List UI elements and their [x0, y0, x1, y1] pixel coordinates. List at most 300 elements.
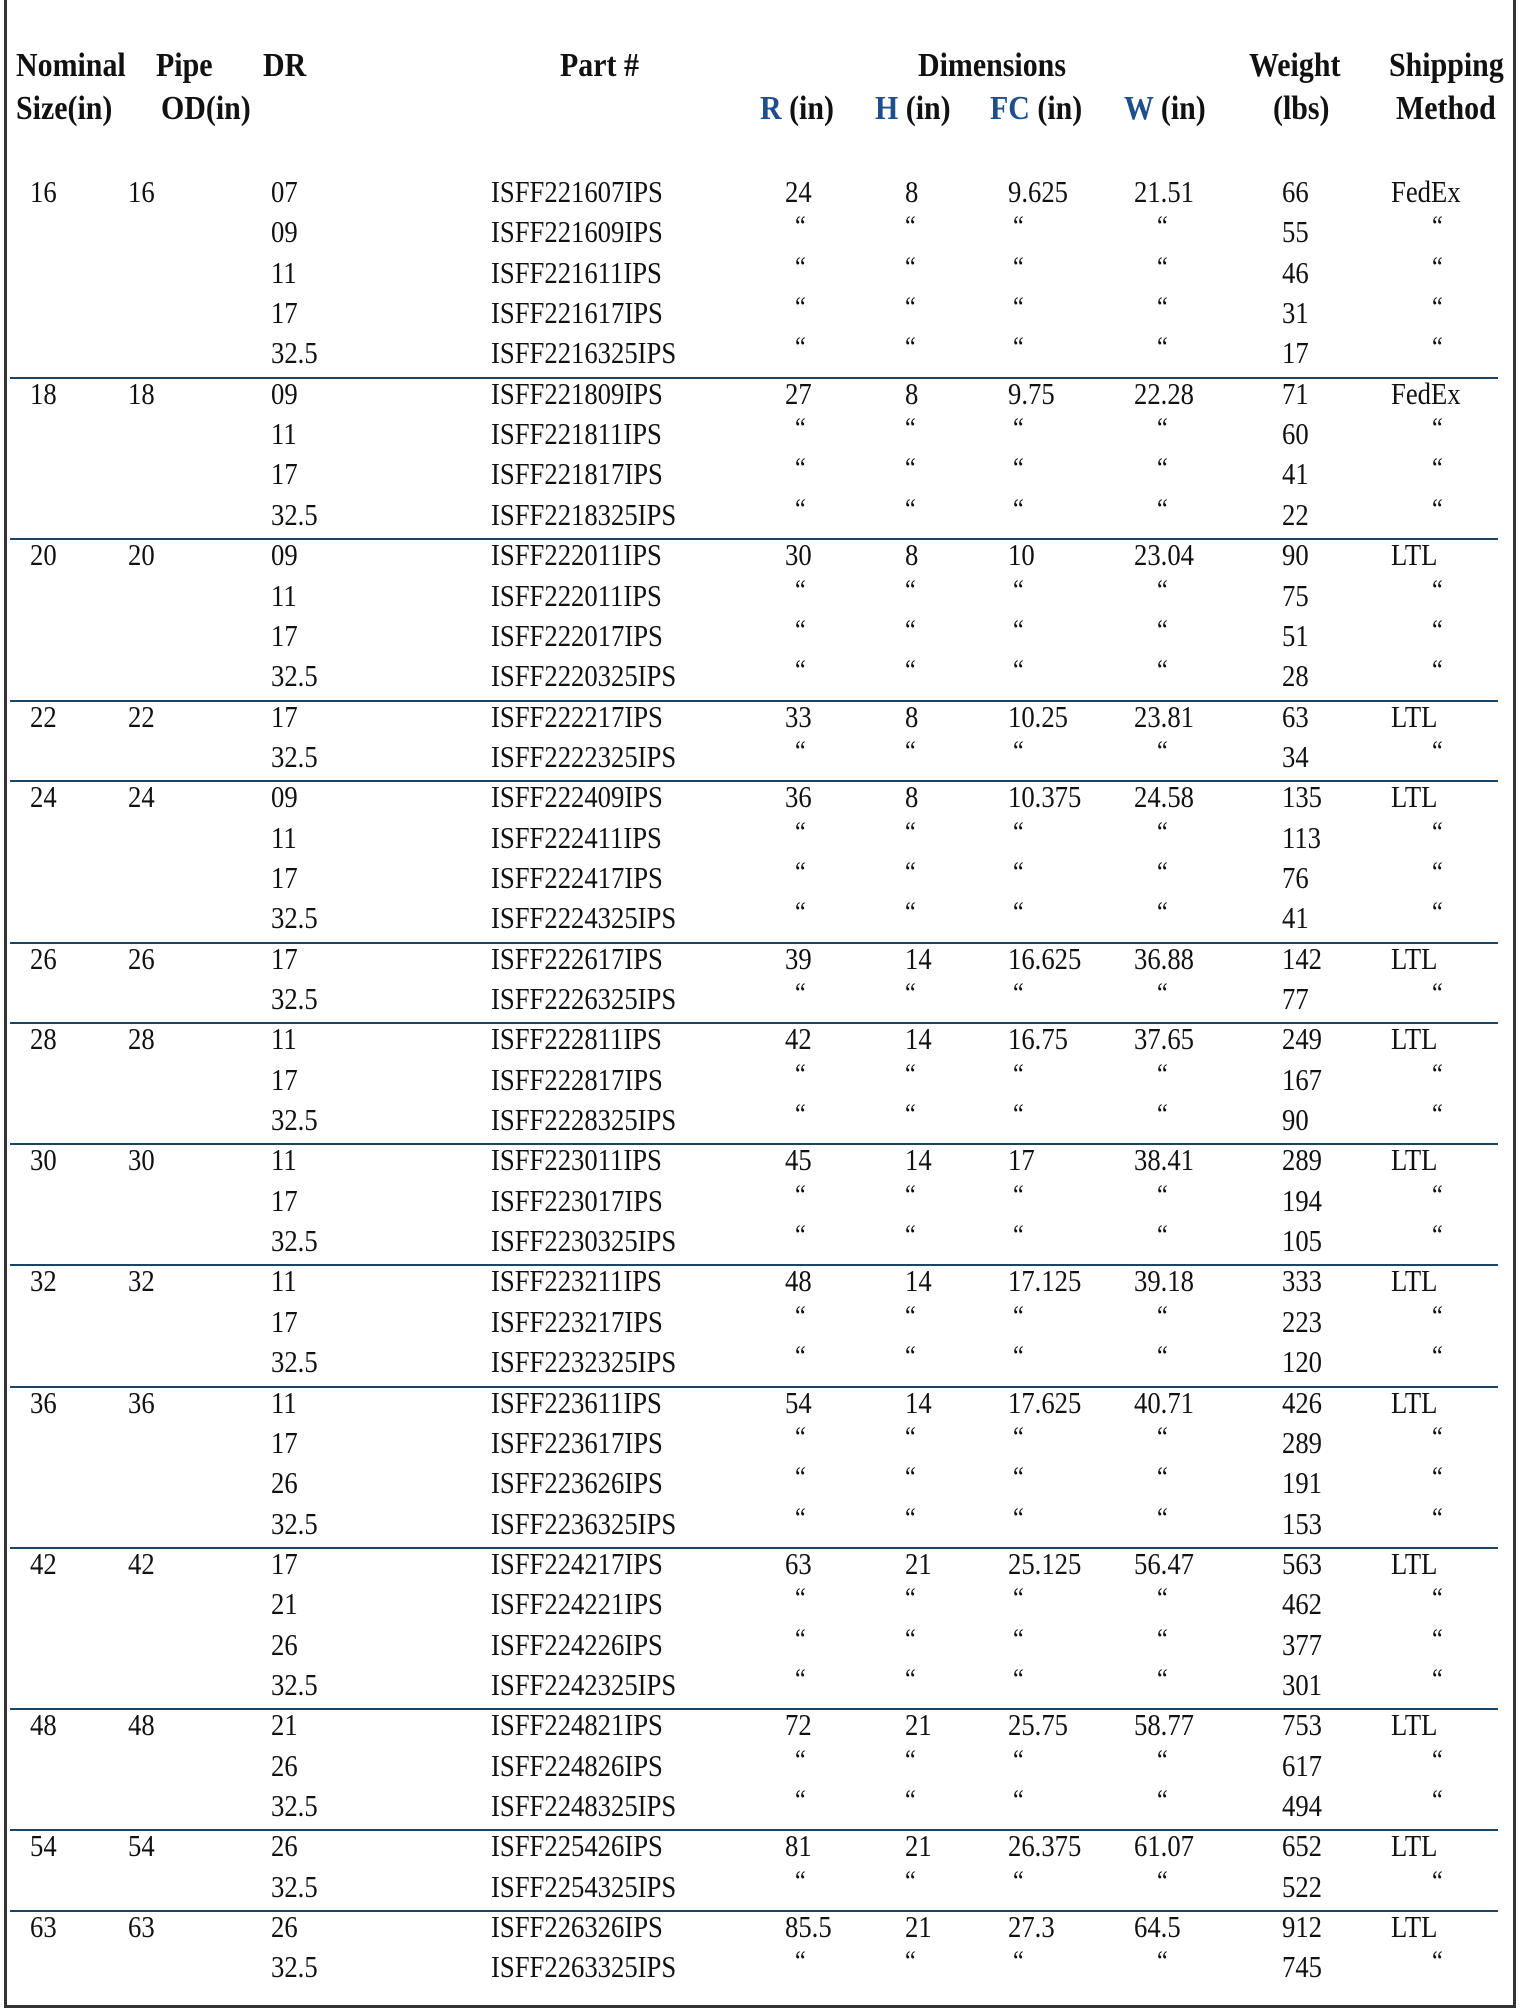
shipping-ditto: “: [1432, 1341, 1443, 1373]
table-row: [0, 1302, 1533, 1342]
fc-cell: 9.625: [1008, 174, 1068, 209]
dr-cell: 17: [271, 940, 298, 976]
r-ditto: “: [795, 1462, 806, 1494]
weight-cell: 113: [1282, 819, 1322, 855]
w-ditto: “: [1157, 1744, 1168, 1776]
h-cell: 8: [905, 779, 919, 815]
w-ditto: “: [1157, 1220, 1168, 1252]
weight-cell: 333: [1282, 1263, 1322, 1299]
dr-cell: 09: [271, 779, 298, 815]
w-cell: 37.65: [1134, 1021, 1194, 1057]
w-ditto: “: [1157, 574, 1168, 606]
weight-cell: 563: [1282, 1545, 1322, 1581]
table-row: [0, 414, 1533, 454]
table-row: [0, 1463, 1533, 1503]
part-number-cell: ISFF224821IPS: [491, 1707, 663, 1743]
r-ditto: “: [795, 1946, 806, 1978]
h-ditto: “: [905, 1583, 916, 1615]
r-ditto: “: [795, 1300, 806, 1332]
pipe-od-cell: 26: [128, 940, 155, 976]
shipping-ditto: “: [1432, 211, 1443, 243]
h-ditto: “: [905, 735, 916, 767]
fc-ditto: “: [1013, 978, 1024, 1009]
header-od: OD(in): [161, 90, 251, 127]
r-ditto: “: [795, 1583, 806, 1615]
weight-cell: 90: [1282, 537, 1309, 573]
table-row: [0, 1261, 1533, 1301]
h-ditto: “: [905, 1341, 916, 1373]
pipe-od-cell: 36: [128, 1384, 155, 1420]
r-ditto: “: [795, 574, 806, 606]
weight-cell: 753: [1282, 1707, 1322, 1743]
fc-cell: 26.375: [1008, 1828, 1082, 1864]
r-cell: 27: [785, 375, 812, 411]
table-row: [0, 939, 1533, 979]
dr-cell: 26: [271, 1626, 298, 1662]
shipping-cell: LTL: [1391, 1142, 1438, 1178]
fc-ditto: “: [1013, 856, 1024, 888]
shipping-cell: FedEx: [1391, 375, 1461, 411]
dr-cell: 26: [271, 1909, 298, 1945]
table-row: [0, 697, 1533, 737]
r-ditto: “: [795, 1663, 806, 1695]
r-cell: 48: [785, 1263, 812, 1299]
shipping-ditto: “: [1432, 1099, 1443, 1131]
dr-cell: 11: [271, 1142, 297, 1178]
r-cell: 81: [785, 1828, 812, 1864]
table-row: [0, 576, 1533, 616]
r-ditto: “: [795, 453, 806, 485]
dr-cell: 32.5: [271, 900, 318, 936]
part-number-cell: ISFF2263325IPS: [491, 1949, 677, 1985]
weight-cell: 31: [1282, 295, 1309, 331]
part-number-cell: ISFF223611IPS: [491, 1384, 662, 1420]
part-number-cell: ISFF221617IPS: [491, 295, 663, 331]
shipping-ditto: “: [1432, 1220, 1443, 1252]
dr-cell: 32.5: [271, 496, 318, 532]
part-number-cell: ISFF223217IPS: [491, 1303, 663, 1339]
fc-ditto: “: [1013, 1946, 1024, 1978]
r-ditto: “: [795, 978, 806, 1009]
table-row: [0, 818, 1533, 858]
shipping-ditto: “: [1432, 332, 1443, 364]
header-pipe: Pipe: [156, 47, 213, 84]
h-ditto: “: [905, 1623, 916, 1655]
part-number-cell: ISFF223211IPS: [491, 1263, 662, 1299]
table-row: [0, 1221, 1533, 1261]
fc-ditto: “: [1013, 1421, 1024, 1453]
shipping-cell: LTL: [1391, 1021, 1438, 1057]
part-number-cell: ISFF2228325IPS: [491, 1102, 677, 1138]
part-number-cell: ISFF221809IPS: [491, 375, 663, 411]
w-cell: 23.04: [1134, 537, 1194, 573]
header-weight: Weight: [1249, 47, 1341, 84]
weight-cell: 17: [1282, 335, 1309, 371]
table-row: [0, 1544, 1533, 1584]
table-row: [0, 1786, 1533, 1826]
part-number-cell: ISFF224221IPS: [491, 1586, 663, 1622]
w-ditto: “: [1157, 1341, 1168, 1373]
weight-cell: 223: [1282, 1303, 1322, 1339]
fc-ditto: “: [1013, 332, 1024, 364]
w-cell: 38.41: [1134, 1142, 1194, 1178]
fc-cell: 10: [1008, 537, 1035, 573]
table-row: [0, 293, 1533, 333]
table-row: [0, 253, 1533, 293]
r-ditto: “: [795, 413, 806, 445]
w-ditto: “: [1157, 1058, 1168, 1090]
r-ditto: “: [795, 292, 806, 324]
weight-cell: 55: [1282, 214, 1309, 250]
dr-cell: 17: [271, 617, 298, 653]
fc-ditto: “: [1013, 735, 1024, 767]
nominal-size-cell: 54: [30, 1828, 57, 1864]
shipping-ditto: “: [1432, 614, 1443, 646]
fc-cell: 16.75: [1008, 1021, 1068, 1057]
dr-cell: 32.5: [271, 335, 318, 371]
nominal-size-cell: 42: [30, 1545, 57, 1581]
part-number-cell: ISFF2232325IPS: [491, 1344, 677, 1380]
table-row: [0, 333, 1533, 373]
r-ditto: “: [795, 1744, 806, 1776]
fc-ditto: “: [1013, 1502, 1024, 1534]
shipping-ditto: “: [1432, 1179, 1443, 1211]
r-ditto: “: [795, 251, 806, 283]
w-cell: 24.58: [1134, 779, 1194, 815]
w-ditto: “: [1157, 493, 1168, 525]
header-dimensions: Dimensions: [918, 47, 1066, 84]
dr-cell: 17: [271, 1424, 298, 1460]
shipping-ditto: “: [1432, 413, 1443, 445]
h-ditto: “: [905, 1058, 916, 1090]
part-number-cell: ISFF222417IPS: [491, 859, 663, 895]
shipping-ditto: “: [1432, 816, 1443, 848]
dr-cell: 32.5: [271, 1788, 318, 1823]
weight-cell: 66: [1282, 174, 1309, 209]
shipping-ditto: “: [1432, 1946, 1443, 1978]
shipping-cell: LTL: [1391, 940, 1438, 976]
part-number-cell: ISFF222011IPS: [491, 577, 662, 613]
fc-cell: 17.125: [1008, 1263, 1082, 1299]
w-ditto: “: [1157, 1179, 1168, 1211]
part-number-cell: ISFF2218325IPS: [491, 496, 677, 532]
nominal-size-cell: 32: [30, 1263, 57, 1299]
dr-cell: 11: [271, 416, 297, 452]
shipping-cell: LTL: [1391, 1909, 1438, 1945]
r-ditto: “: [795, 1220, 806, 1252]
h-ditto: “: [905, 1744, 916, 1776]
w-cell: 39.18: [1134, 1263, 1194, 1299]
fc-ditto: “: [1013, 655, 1024, 687]
h-cell: 21: [905, 1545, 932, 1581]
part-number-cell: ISFF222411IPS: [491, 819, 662, 855]
table-row: [0, 616, 1533, 656]
r-ditto: “: [795, 1502, 806, 1534]
fc-cell: 9.75: [1008, 375, 1055, 411]
dr-cell: 17: [271, 1303, 298, 1339]
w-ditto: “: [1157, 1663, 1168, 1695]
weight-cell: 462: [1282, 1586, 1322, 1622]
pipe-od-cell: 28: [128, 1021, 155, 1057]
weight-cell: 34: [1282, 738, 1309, 774]
r-cell: 63: [785, 1545, 812, 1581]
h-cell: 14: [905, 1263, 932, 1299]
part-number-cell: ISFF224826IPS: [491, 1747, 663, 1783]
fc-cell: 25.125: [1008, 1545, 1082, 1581]
h-cell: 14: [905, 1142, 932, 1178]
fc-cell: 17: [1008, 1142, 1035, 1178]
fc-cell: 17.625: [1008, 1384, 1082, 1420]
pipe-od-cell: 30: [128, 1142, 155, 1178]
weight-cell: 60: [1282, 416, 1309, 452]
w-ditto: “: [1157, 897, 1168, 929]
fc-ditto: “: [1013, 1058, 1024, 1090]
part-number-cell: ISFF224217IPS: [491, 1545, 663, 1581]
weight-cell: 249: [1282, 1021, 1322, 1057]
shipping-cell: LTL: [1391, 1828, 1438, 1864]
weight-cell: 289: [1282, 1424, 1322, 1460]
dr-cell: 32.5: [271, 1344, 318, 1380]
shipping-ditto: “: [1432, 1583, 1443, 1615]
shipping-cell: LTL: [1391, 1384, 1438, 1420]
header-w: W (in): [1124, 90, 1206, 127]
w-cell: 58.77: [1134, 1707, 1194, 1743]
r-ditto: “: [795, 614, 806, 646]
table-row: [0, 1140, 1533, 1180]
fc-ditto: “: [1013, 1623, 1024, 1655]
fc-ditto: “: [1013, 292, 1024, 324]
pipe-od-cell: 42: [128, 1545, 155, 1581]
shipping-ditto: “: [1432, 1462, 1443, 1494]
part-number-cell: ISFF2222325IPS: [491, 738, 677, 774]
fc-ditto: “: [1013, 1663, 1024, 1695]
weight-cell: 63: [1282, 698, 1309, 734]
shipping-cell: FedEx: [1391, 174, 1461, 209]
part-number-cell: ISFF221811IPS: [491, 416, 662, 452]
dr-cell: 32.5: [271, 738, 318, 774]
weight-cell: 194: [1282, 1182, 1322, 1218]
dr-cell: 11: [271, 1384, 297, 1420]
fc-cell: 10.375: [1008, 779, 1082, 815]
h-ditto: “: [905, 1785, 916, 1816]
table-row: [0, 374, 1533, 414]
r-cell: 33: [785, 698, 812, 734]
r-cell: 54: [785, 1384, 812, 1420]
fc-ditto: “: [1013, 1220, 1024, 1252]
dr-cell: 26: [271, 1465, 298, 1501]
weight-cell: 41: [1282, 456, 1309, 492]
h-cell: 8: [905, 537, 919, 573]
weight-cell: 77: [1282, 981, 1309, 1016]
h-ditto: “: [905, 493, 916, 525]
weight-cell: 105: [1282, 1223, 1322, 1259]
shipping-ditto: “: [1432, 292, 1443, 324]
fc-ditto: “: [1013, 816, 1024, 848]
part-number-cell: ISFF223626IPS: [491, 1465, 663, 1501]
part-number-cell: ISFF2236325IPS: [491, 1505, 677, 1541]
r-ditto: “: [795, 1865, 806, 1897]
part-number-cell: ISFF221607IPS: [491, 174, 663, 209]
part-number-cell: ISFF221609IPS: [491, 214, 663, 250]
w-cell: 64.5: [1134, 1909, 1181, 1945]
weight-cell: 652: [1282, 1828, 1322, 1864]
fc-ditto: “: [1013, 453, 1024, 485]
part-number-cell: ISFF223617IPS: [491, 1424, 663, 1460]
dr-cell: 26: [271, 1747, 298, 1783]
table-row: [0, 495, 1533, 535]
w-ditto: “: [1157, 1623, 1168, 1655]
fc-ditto: “: [1013, 1099, 1024, 1131]
table-row: [0, 535, 1533, 575]
dr-cell: 21: [271, 1707, 298, 1743]
table-row: [0, 737, 1533, 777]
pipe-od-cell: 22: [128, 698, 155, 734]
r-cell: 30: [785, 537, 812, 573]
h-ditto: “: [905, 1300, 916, 1332]
h-ditto: “: [905, 614, 916, 646]
weight-cell: 71: [1282, 375, 1309, 411]
h-ditto: “: [905, 1502, 916, 1534]
dr-cell: 32.5: [271, 1868, 318, 1904]
dr-cell: 32.5: [271, 1949, 318, 1985]
nominal-size-cell: 36: [30, 1384, 57, 1420]
w-cell: 22.28: [1134, 375, 1194, 411]
shipping-ditto: “: [1432, 1865, 1443, 1897]
h-cell: 14: [905, 940, 932, 976]
h-ditto: “: [905, 1099, 916, 1131]
r-ditto: “: [795, 1341, 806, 1373]
table-row: [0, 1867, 1533, 1907]
w-ditto: “: [1157, 413, 1168, 445]
dr-cell: 09: [271, 375, 298, 411]
dr-cell: 11: [271, 254, 297, 290]
r-ditto: “: [795, 493, 806, 525]
weight-cell: 912: [1282, 1909, 1322, 1945]
table-row: [0, 1584, 1533, 1624]
w-ditto: “: [1157, 856, 1168, 888]
r-ditto: “: [795, 897, 806, 929]
header-size: Size(in): [16, 90, 113, 127]
w-ditto: “: [1157, 816, 1168, 848]
part-number-cell: ISFF2226325IPS: [491, 981, 677, 1016]
part-number-cell: ISFF223017IPS: [491, 1182, 663, 1218]
w-ditto: “: [1157, 251, 1168, 283]
weight-cell: 426: [1282, 1384, 1322, 1420]
header-shipping: Shipping: [1389, 47, 1504, 84]
weight-cell: 289: [1282, 1142, 1322, 1178]
h-cell: 8: [905, 698, 919, 734]
nominal-size-cell: 20: [30, 537, 57, 573]
fc-ditto: “: [1013, 1462, 1024, 1494]
r-ditto: “: [795, 332, 806, 364]
part-number-cell: ISFF2242325IPS: [491, 1666, 677, 1702]
weight-cell: 617: [1282, 1747, 1322, 1783]
table-row: [0, 1060, 1533, 1100]
part-number-cell: ISFF222011IPS: [491, 537, 662, 573]
header-dr: DR: [263, 47, 307, 84]
part-number-cell: ISFF221817IPS: [491, 456, 663, 492]
h-ditto: “: [905, 574, 916, 606]
weight-cell: 28: [1282, 658, 1309, 694]
dr-cell: 32.5: [271, 981, 318, 1016]
r-cell: 42: [785, 1021, 812, 1057]
h-ditto: “: [905, 856, 916, 888]
table-row: [0, 1665, 1533, 1705]
h-cell: 21: [905, 1707, 932, 1743]
r-ditto: “: [795, 1099, 806, 1131]
table-row: [0, 212, 1533, 252]
pipe-od-cell: 54: [128, 1828, 155, 1864]
w-ditto: “: [1157, 453, 1168, 485]
h-ditto: “: [905, 332, 916, 364]
fc-ditto: “: [1013, 211, 1024, 243]
h-ditto: “: [905, 292, 916, 324]
nominal-size-cell: 28: [30, 1021, 57, 1057]
w-ditto: “: [1157, 1785, 1168, 1816]
shipping-cell: LTL: [1391, 1263, 1438, 1299]
fc-cell: 25.75: [1008, 1707, 1068, 1743]
table-row: [0, 858, 1533, 898]
table-row: [0, 898, 1533, 938]
h-ditto: “: [905, 816, 916, 848]
w-ditto: “: [1157, 1421, 1168, 1453]
table-row: [0, 1504, 1533, 1544]
shipping-ditto: “: [1432, 251, 1443, 283]
pipe-od-cell: 24: [128, 779, 155, 815]
w-cell: 56.47: [1134, 1545, 1194, 1581]
nominal-size-cell: 30: [30, 1142, 57, 1178]
fc-cell: 27.3: [1008, 1909, 1055, 1945]
part-number-cell: ISFF222811IPS: [491, 1021, 662, 1057]
r-cell: 24: [785, 174, 812, 209]
w-ditto: “: [1157, 614, 1168, 646]
r-ditto: “: [795, 816, 806, 848]
dr-cell: 11: [271, 1263, 297, 1299]
h-ditto: “: [905, 1663, 916, 1695]
pipe-od-cell: 48: [128, 1707, 155, 1743]
dr-cell: 17: [271, 698, 298, 734]
h-ditto: “: [905, 1462, 916, 1494]
part-number-cell: ISFF225426IPS: [491, 1828, 663, 1864]
weight-cell: 153: [1282, 1505, 1322, 1541]
fc-cell: 10.25: [1008, 698, 1068, 734]
header-h: H (in): [875, 90, 951, 127]
h-ditto: “: [905, 1865, 916, 1897]
part-number-cell: ISFF221611IPS: [491, 254, 662, 290]
part-number-cell: ISFF2216325IPS: [491, 335, 677, 371]
w-cell: 36.88: [1134, 940, 1194, 976]
shipping-ditto: “: [1432, 493, 1443, 525]
h-ditto: “: [905, 251, 916, 283]
part-number-cell: ISFF222617IPS: [491, 940, 663, 976]
pipe-od-cell: 63: [128, 1909, 155, 1945]
table-row: [0, 1907, 1533, 1947]
h-ditto: “: [905, 1946, 916, 1978]
w-ditto: “: [1157, 735, 1168, 767]
weight-cell: 522: [1282, 1868, 1322, 1904]
weight-cell: 75: [1282, 577, 1309, 613]
part-number-cell: ISFF2230325IPS: [491, 1223, 677, 1259]
h-ditto: “: [905, 1220, 916, 1252]
r-ditto: “: [795, 655, 806, 687]
nominal-size-cell: 22: [30, 698, 57, 734]
table-row: [0, 1746, 1533, 1786]
table-row: [0, 172, 1533, 212]
weight-cell: 377: [1282, 1626, 1322, 1662]
shipping-cell: LTL: [1391, 779, 1438, 815]
header-nominal: Nominal: [16, 47, 126, 84]
weight-cell: 22: [1282, 496, 1309, 532]
